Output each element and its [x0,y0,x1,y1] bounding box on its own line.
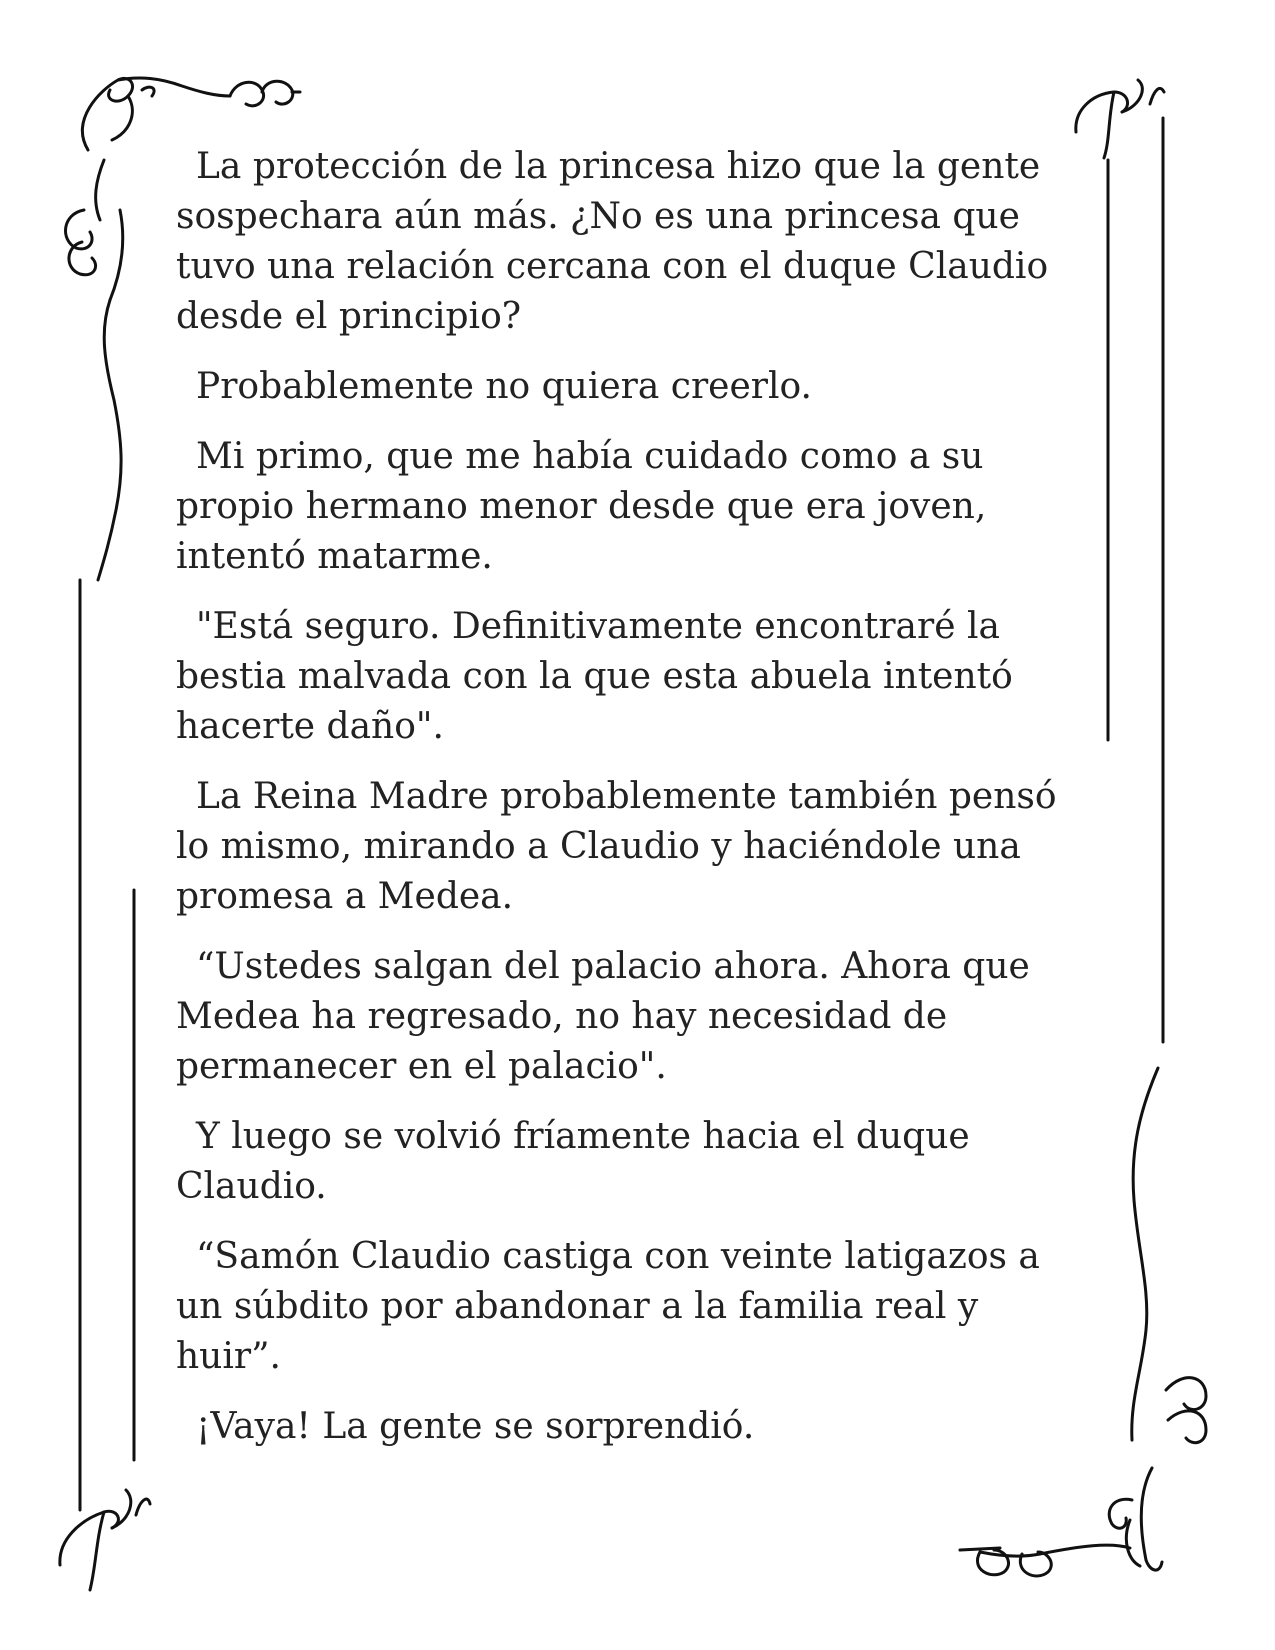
paragraph: ¡Vaya! La gente se sorprendió. [196,1406,755,1447]
paragraph: Probablemente no quiera creerlo. [196,366,812,407]
right-rules [1108,118,1163,1042]
flourish-bottom-left [60,1490,150,1590]
paragraph: "Está seguro. Definitivamente encontraré la bestia malvada con la que esta abuela intentó hacerte daño". [176,606,1013,747]
paragraph: Y luego se volvió fríamente hacia el duque Claudio. [176,1116,970,1207]
paragraph: La protección de la princesa hizo que la gente sospechara aún más. ¿No es una princesa que tuvo una relación cercana con el duque Claudio desde el principio? [176,146,1049,337]
page-body [176,142,1088,1472]
paragraph: La Reina Madre probablemente también pensó lo mismo, mirando a Claudio y haciéndole una promesa a Medea. [176,776,1057,917]
paragraph: Mi primo, que me había cuidado como a su propio hermano menor desde que era joven, intentó matarme. [176,436,987,577]
left-rules [80,580,134,1510]
paragraph: “Samón Claudio castiga con veinte latigazos a un súbdito por abandonar a la familia real y huir”. [176,1236,1040,1377]
paragraph: “Ustedes salgan del palacio ahora. Ahora que Medea ha regresado, no hay necesidad de permanecer en el palacio". [176,946,1030,1087]
flourish-top-right [1076,80,1164,158]
